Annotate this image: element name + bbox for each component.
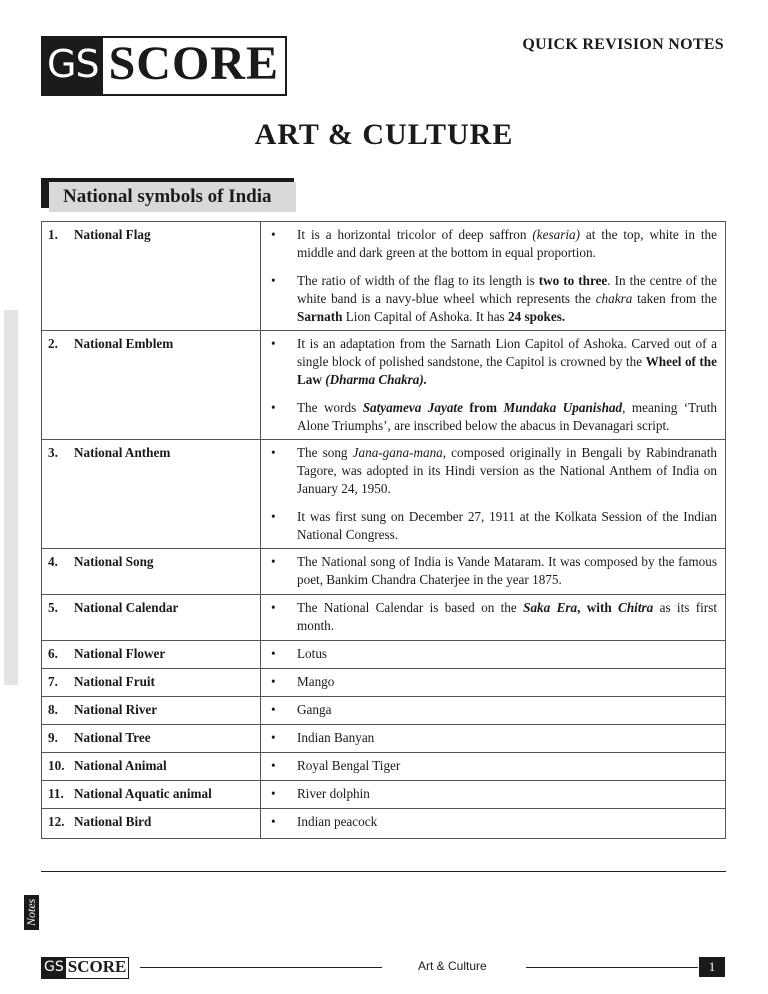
row-label: 3. National Anthem <box>42 440 261 549</box>
footer-rule <box>41 871 726 872</box>
table-row <box>42 809 726 839</box>
row-points <box>261 725 726 753</box>
table-row <box>42 641 726 669</box>
symbols-table <box>41 221 726 839</box>
logo-gs: GS <box>43 38 103 94</box>
list-item: • The National song of India is Vande Mataram. It was composed by the famous poet, Bankim Chandra Chaterjee in the year 1875. <box>271 554 717 587</box>
list-item: • The ratio of width of the flag to its length is two to three. In the centre of the white band is a navy-blue wheel which represents the chakra taken from the Sarnath Lion Capital of Ashoka. It has 24 spokes. <box>271 273 717 324</box>
list-item: • The National Calendar is based on the Saka Era, with Chitra as its first month. <box>271 600 717 633</box>
list-item: • Ganga <box>271 702 332 717</box>
section-heading-label: National symbols of India <box>49 182 296 212</box>
footer-logo-gs: GS <box>42 958 66 978</box>
list-item: • Royal Bengal Tiger <box>271 758 401 773</box>
footer-subject: Art & Culture <box>418 959 487 973</box>
logo-score: SCORE <box>108 37 279 90</box>
list-item: • It is an adaptation from the Sarnath Lion Capitol of Ashoka. Carved out of a single block of polished sandstone, the Capitol is crowned by the Wheel of the Law (Dharma Chakra). <box>271 336 717 387</box>
list-item: • The words Satyameva Jayate from Mundaka Upanishad, meaning ‘Truth Alone Triumphs’, are inscribed below the abacus in Devanagari script. <box>271 400 717 433</box>
table-row <box>42 697 726 725</box>
row-label: 4. National Song <box>42 549 261 595</box>
notes-label: Notes <box>24 895 39 930</box>
gs-score-logo <box>41 36 287 96</box>
table-row <box>42 781 726 809</box>
side-decoration-bar <box>4 310 18 685</box>
row-points <box>261 440 726 549</box>
footer-line-right <box>526 967 698 968</box>
row-label: 1. National Flag <box>42 222 261 331</box>
row-points <box>261 753 726 781</box>
row-label: 8. National River <box>42 697 261 725</box>
table-row <box>42 669 726 697</box>
list-item: • It was first sung on December 27, 1911 at the Kolkata Session of the Indian National Congress. <box>271 509 717 542</box>
row-points <box>261 331 726 440</box>
footer-line-left <box>140 967 382 968</box>
page-title: ART & CULTURE <box>254 118 514 151</box>
row-points <box>261 595 726 641</box>
row-points <box>261 222 726 331</box>
list-item: • It is a horizontal tricolor of deep saffron (kesaria) at the top, white in the middle and dark green at the bottom in equal proportion. <box>271 227 717 260</box>
list-item: • The song Jana-gana-mana, composed originally in Bengali by Rabindranath Tagore, was adopted in its Hindi version as the National Anthem of India on January 24, 1950. <box>271 445 717 496</box>
row-label: 2. National Emblem <box>42 331 261 440</box>
list-item: • River dolphin <box>271 786 370 801</box>
row-points <box>261 641 726 669</box>
table-row <box>42 222 726 331</box>
row-label: 10. National Animal <box>42 753 261 781</box>
list-item: • Mango <box>271 674 335 689</box>
row-label: 11. National Aquatic animal <box>42 781 261 809</box>
row-label: 5. National Calendar <box>42 595 261 641</box>
row-points <box>261 549 726 595</box>
row-points <box>261 781 726 809</box>
page-number: 1 <box>699 957 725 977</box>
footer-logo <box>41 957 129 979</box>
list-item: • Indian Banyan <box>271 730 375 745</box>
revision-notes-tag: QUICK REVISION NOTES <box>522 36 724 53</box>
table-row <box>42 753 726 781</box>
table-row <box>42 331 726 440</box>
row-label: 7. National Fruit <box>42 669 261 697</box>
row-label: 6. National Flower <box>42 641 261 669</box>
table-row <box>42 549 726 595</box>
row-label: 9. National Tree <box>42 725 261 753</box>
footer-logo-score: SCORE <box>67 957 127 976</box>
table-row <box>42 725 726 753</box>
row-points <box>261 809 726 839</box>
row-points <box>261 669 726 697</box>
table-row <box>42 595 726 641</box>
list-item: • Indian peacock <box>271 814 378 829</box>
row-label: 12. National Bird <box>42 809 261 839</box>
row-points <box>261 697 726 725</box>
table-row <box>42 440 726 549</box>
list-item: • Lotus <box>271 646 328 661</box>
section-heading <box>41 178 296 212</box>
